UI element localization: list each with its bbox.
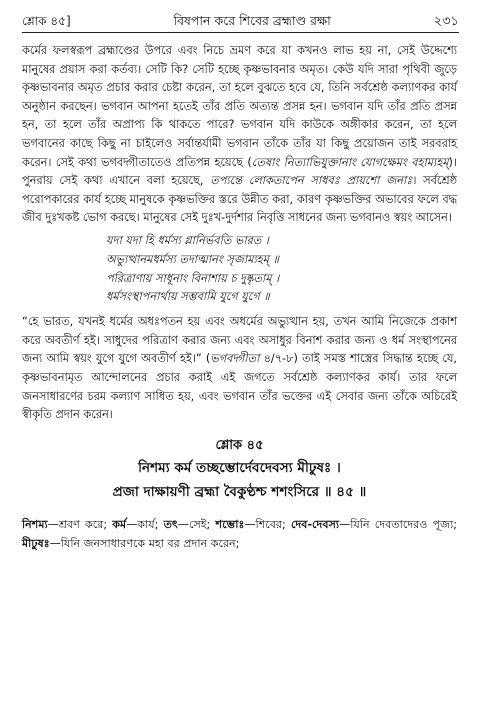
- verse-line: পরিত্রাণায় সাধূনাং বিনাশায় চ দুষ্কৃতাম্ ।: [106, 271, 280, 285]
- shloka-line: প্রজা দাক্ষায়ণী ব্রহ্মা বৈকুণ্ঠশ্চ শশংসিরে ॥ ৪৫ ॥: [112, 483, 367, 500]
- verse-translation-paragraph: [22, 313, 457, 425]
- verse-translation: “হে ভারত, যখনই ধর্মের অধঃপতন হয় এবং অধর্মের অভ্যুত্থান হয়, তখন আমি নিজেকে প্রকাশ করে অবতীর্ণ হই। সাধুদের পরিত্রাণ করার জন্য এবং অসাধুর বিনাশ করার জন্য ও ধর্ম সংস্থাপনের জন্য আমি স্বয়ং যুগে যুগে অবতীর্ণ হই।”: [22, 315, 457, 366]
- wfw-meaning: —কার্য;: [126, 517, 164, 531]
- purport-text-end: । সর্বশ্রেষ্ঠ পরোপকারের কার্য হচ্ছে মানুষকে কৃষ্ণভক্তির স্তরে উন্নীত করা, কারণ কৃষ্ণভক্তির অভাবের ফলে বদ্ধ জীব দুঃখকষ্ট ভোগ করছে। মানুষের সেই দুঃখ-দুর্দশার নিবৃত্তি সাধনের জন্য ভগবানও স্বয়ং আসেন।: [22, 174, 457, 225]
- purport-paragraph: [22, 42, 457, 228]
- header-verse-ref: শ্লোক ৪৫]: [22, 14, 71, 28]
- purport-text-mid: )। পুনরায় সেই কথা এখানে বলা হয়েছে,: [22, 155, 457, 188]
- reference-book: ভগবদ্গীতা: [210, 352, 260, 366]
- wfw-term: কর্ম: [112, 517, 127, 531]
- reference-open: (: [201, 352, 211, 366]
- wfw-meaning: —শিবের;: [244, 517, 291, 531]
- purport-text: কর্মের ফলস্বরূপ ব্রহ্মাণ্ডের উপরে এবং নিচে ভ্রমণ করে যা কখনও লাভ হয় না, সেই উদ্দেশ্যে মানুষের প্রয়াস করা কর্তব্য। সেটি কি? সেটি হচ্ছে কৃষ্ণভাবনার অমৃত। কেউ যদি সারা পৃথিবী জুড়ে কৃষ্ণভাবনার অমৃত প্রচার করার চেষ্টা করেন, তা হলে বুঝতে হবে যে, তিনি সর্বশ্রেষ্ঠ কল্যাণকর কার্য অনুষ্ঠান করছেন। ভগবান আপনা হতেই তাঁর প্রতি অত্যন্ত প্রসন্ন হন। ভগবান যদি তাঁর প্রতি প্রসন্ন হন, তা হলে তাঁর অপ্রাপ্য কি থাকতে পারে? ভগবান যদি কাউকে অঙ্গীকার করেন, তা হলে ভগবানের কাছে কিছু না চাইলেও সর্বান্তর্যামী ভগবান তাঁকে তাঁর যা কিছু প্রয়োজন তাই সরবরাহ করেন। সেই কথা ভগবদ্গীতাতেও প্রতিপন্ন হয়েছে (: [22, 44, 457, 169]
- verse-line: অভ্যুত্থানমধর্মস্য তদাত্মানং সৃজাম্যহম্ ॥: [106, 252, 279, 266]
- page-number: ২৩১: [433, 14, 459, 29]
- wfw-meaning: —যিনি দেবতাদেরও পূজ্য;: [339, 517, 457, 531]
- shloka-line: নিশম্য কর্ম তচ্ছম্ভোর্দেবদেবস্য মীঢুষঃ ।: [138, 459, 341, 476]
- wfw-meaning: —সেই;: [177, 517, 216, 531]
- verse-line: ধর্মসংস্থাপনার্থায় সম্ভবামি যুগে যুগে ॥: [106, 290, 270, 304]
- word-for-word: [22, 515, 457, 553]
- verse-line: যদা যদা হি ধর্মস্য গ্লানির্ভবতি ভারত ।: [106, 233, 269, 247]
- wfw-term: দেব-দেবস্য: [290, 517, 340, 531]
- wfw-term: তৎ: [163, 517, 178, 531]
- header-chapter-title: বিষপান করে শিবের ব্রহ্মাণ্ড রক্ষা: [173, 13, 331, 28]
- gita-quote-inline: তেষাং নিত্যাভিযুক্তানাং যোগক্ষেমং বহাম্যহম্: [251, 155, 449, 169]
- gita-verse: [106, 232, 457, 307]
- wfw-meaning: —শ্রবণ করে;: [47, 517, 113, 531]
- wfw-term: নিশম্য: [22, 517, 48, 531]
- running-header: [22, 12, 459, 33]
- conclusion-text: ৪/৭-৮) তাই সমস্ত শাস্ত্রের সিদ্ধান্ত হচ্ছে যে, কৃষ্ণভাবনামৃত আন্দোলনের প্রচার করাই এই জগতে সর্বশ্রেষ্ঠ কল্যাণকর কার্য। তার ফলে জনসাধারণের চরম কল্যাণ সাধিত হয়, এবং ভগবান তাঁর ভক্তের এই সেবার জন্য তাঁকে অচিরেই স্বীকৃতি প্রদান করেন।: [22, 352, 457, 422]
- bhagavatam-quote-inline: তপ্যন্তে লোকতাপেন সাধবঃ প্রায়শো জনাঃ: [210, 174, 413, 188]
- shloka-heading: শ্লোক ৪৫: [215, 437, 264, 453]
- page-body: [22, 42, 457, 553]
- wfw-term: শম্ভোঃ: [215, 517, 245, 531]
- wfw-term: মীঢুষঃ: [22, 536, 50, 550]
- wfw-meaning: —যিনি জনসাধারণকে মহা বর প্রদান করেন;: [49, 536, 240, 550]
